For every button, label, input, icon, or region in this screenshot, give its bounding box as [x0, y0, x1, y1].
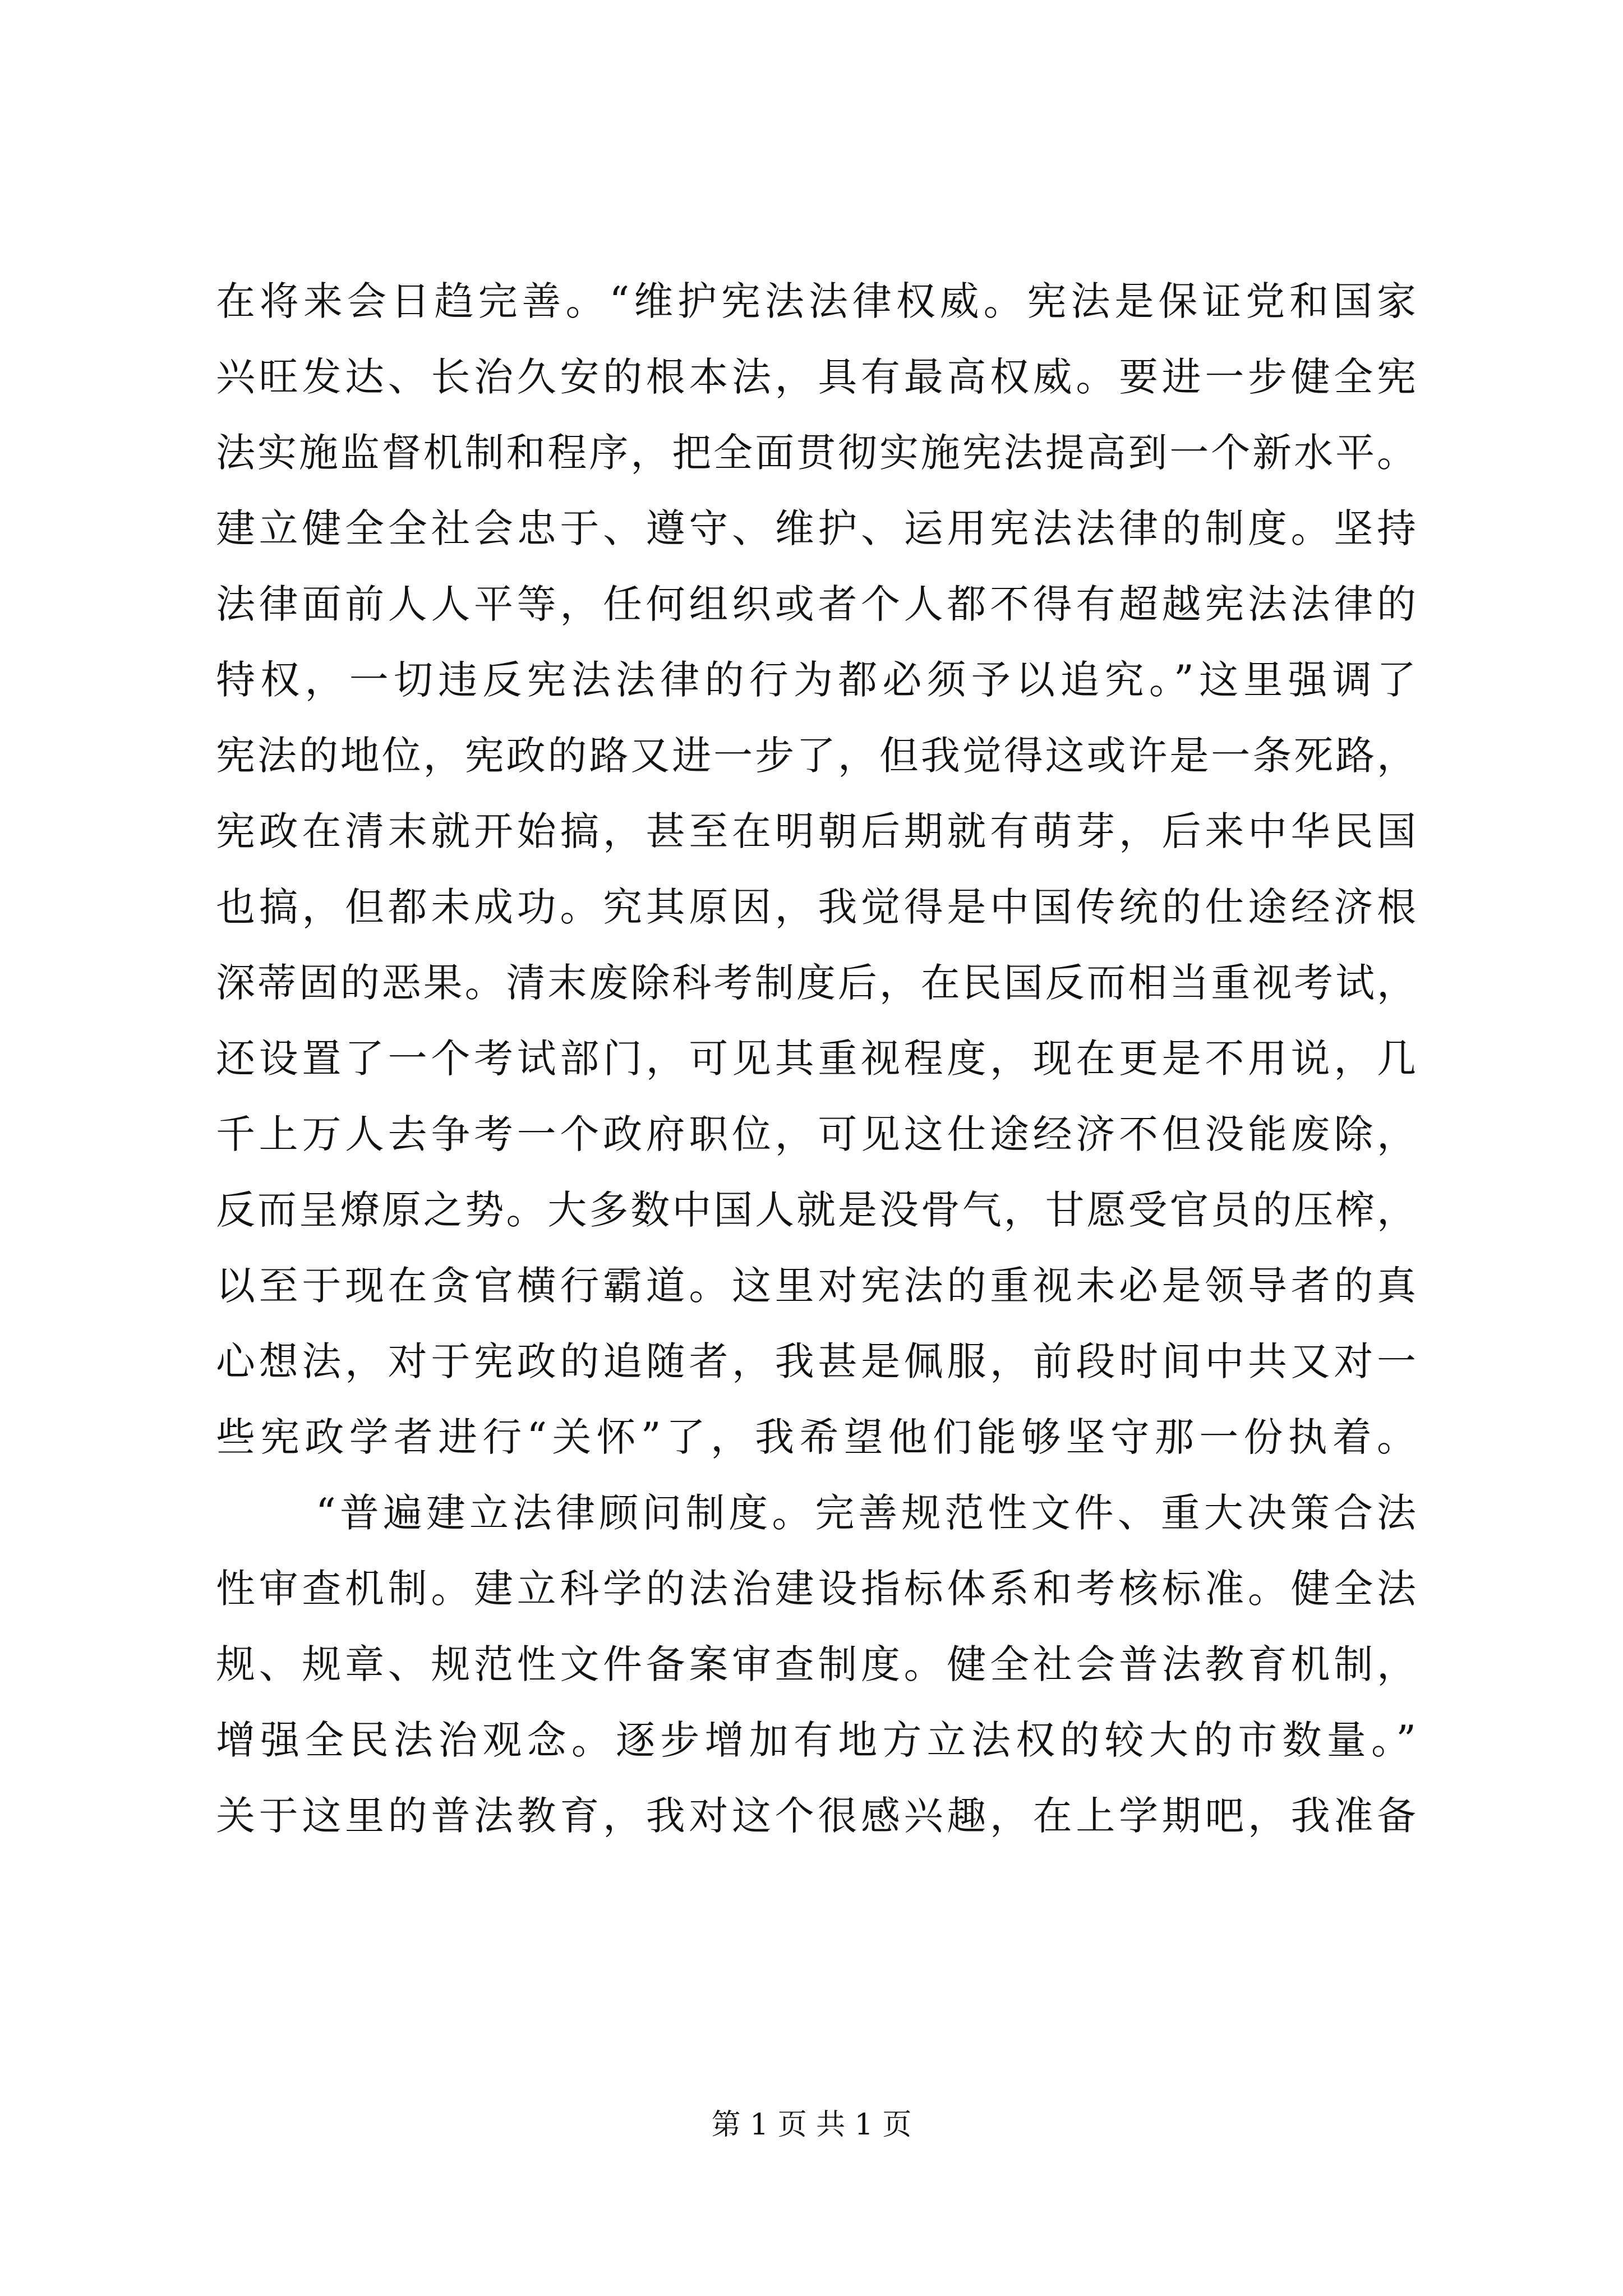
text-line: 关于这里的普法教育，我对这个很感兴趣，在上学期吧，我准备: [216, 1793, 1416, 1839]
text-line: 增强全民法治观念。逐步增加有地方立法权的较大的市数量。”: [216, 1717, 1416, 1763]
text-line: 宪法的地位，宪政的路又进一步了，但我觉得这或许是一条死路，: [216, 733, 1416, 779]
text-line: 宪政在清末就开始搞，甚至在明朝后期就有萌芽，后来中华民国: [216, 808, 1416, 854]
page-footer: 第 1 页 共 1 页: [711, 2108, 912, 2142]
text-line: 法实施监督机制和程序，把全面贯彻实施宪法提高到一个新水平。: [216, 430, 1416, 476]
text-line: 些宪政学者进行“关怀”了，我希望他们能够坚守那一份执着。: [216, 1414, 1416, 1460]
text-line: 特权，一切违反宪法法律的行为都必须予以追究。”这里强调了: [216, 657, 1416, 703]
text-line: 反而呈燎原之势。大多数中国人就是没骨气，甘愿受官员的压榨，: [216, 1187, 1416, 1233]
text-line: 千上万人去争考一个政府职位，可见这仕途经济不但没能废除，: [216, 1111, 1416, 1157]
text-line: 深蒂固的恶果。清末废除科考制度后，在民国反而相当重视考试，: [216, 960, 1416, 1006]
text-line: 性审查机制。建立科学的法治建设指标体系和考核标准。健全法: [216, 1566, 1416, 1612]
body-text: [216, 264, 1416, 1854]
text-line: 心想法，对于宪政的追随者，我甚是佩服，前段时间中共又对一: [216, 1338, 1416, 1384]
text-line: 也搞，但都未成功。究其原因，我觉得是中国传统的仕途经济根: [216, 884, 1416, 930]
paragraph-start-line: “普遍建立法律顾问制度。完善规范性文件、重大决策合法: [316, 1490, 1416, 1536]
text-line: 还设置了一个考试部门，可见其重视程度，现在更是不用说，几: [216, 1036, 1416, 1082]
text-line: 以至于现在贪官横行霸道。这里对宪法的重视未必是领导者的真: [216, 1263, 1416, 1309]
text-line: 建立健全全社会忠于、遵守、维护、运用宪法法律的制度。坚持: [216, 505, 1416, 551]
text-line: 在将来会日趋完善。“维护宪法法律权威。宪法是保证党和国家: [216, 278, 1416, 324]
text-line: 规、规章、规范性文件备案审查制度。健全社会普法教育机制，: [216, 1641, 1416, 1687]
text-line: 兴旺发达、长治久安的根本法，具有最高权威。要进一步健全宪: [216, 354, 1416, 400]
text-line: 法律面前人人平等，任何组织或者个人都不得有超越宪法法律的: [216, 581, 1416, 627]
